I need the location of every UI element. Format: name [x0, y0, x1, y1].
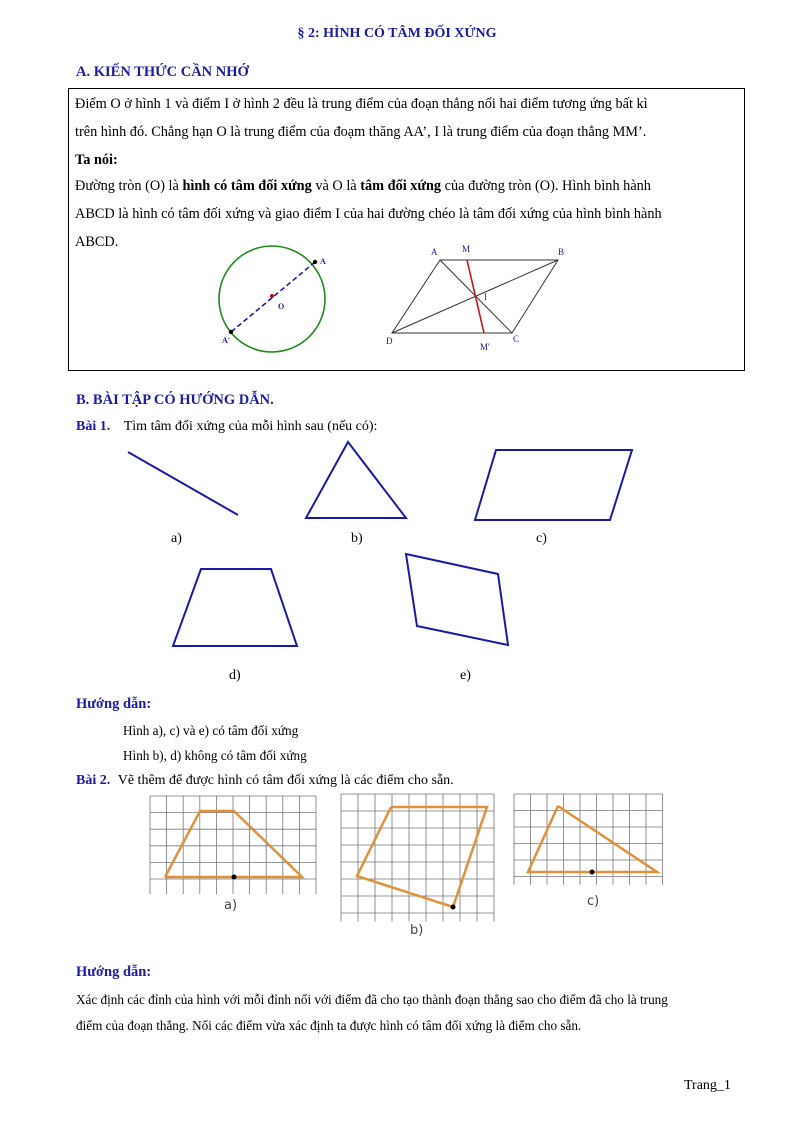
caption-a: a) [171, 531, 182, 546]
shape-a-segment [120, 440, 250, 525]
bai2-line [76, 773, 454, 789]
label-o: O [278, 302, 285, 311]
grid-a-shape [165, 811, 302, 877]
bai2-text: Vẽ thêm để được hình có tâm đối xứng là các điểm cho sẵn. [117, 773, 454, 788]
point-o [270, 294, 274, 298]
knowledge-line-5: ABCD. [75, 234, 119, 250]
point-a [313, 260, 317, 264]
caption-d: d) [229, 668, 241, 683]
grid-c [512, 792, 670, 892]
bai1-answer-2: Hình b), d) không có tâm đối xứng [123, 748, 307, 763]
bai2-label: Bài 2. [76, 773, 111, 788]
knowledge-line-1: Điểm O ở hình 1 và điểm I ở hình 2 đều là trung điểm của đoạn thẳng nối hai điểm tương ứng bất kì [75, 96, 648, 112]
bai1-text: Tìm tâm đối xứng của mỗi hình sau (nếu có): [123, 419, 378, 434]
knowledge-line-4: ABCD là hình có tâm đối xứng và giao điểm I của hai đường chéo là tâm đối xứng của hình bình hành [75, 206, 662, 222]
circle-figure [205, 238, 345, 358]
caption-e: e) [460, 668, 471, 683]
label-c: C [513, 334, 520, 344]
label-a: A [320, 257, 326, 266]
knowledge-line-3 [75, 172, 739, 200]
section-b-heading: B. BÀI TẬP CÓ HƯỚNG DẪN. [76, 392, 274, 408]
circle-o [219, 246, 325, 352]
shape-c-parallelogram [470, 444, 640, 524]
label-a: A [431, 247, 438, 257]
label-d: D [386, 336, 393, 346]
grid-caption-b: b) [410, 923, 424, 938]
point-a-prime [229, 330, 233, 334]
shape-b-triangle [300, 438, 415, 523]
caption-b: b) [351, 531, 363, 546]
grid-caption-c: c) [587, 894, 600, 909]
grid-caption-a: a) [224, 898, 238, 913]
caption-c: c) [536, 531, 547, 546]
line3-bold-b: hình có tâm đối xứng [182, 178, 312, 194]
segment-mm-prime [467, 260, 484, 333]
line3-bold-d: tâm đối xứng [360, 178, 442, 194]
bai1-line [76, 419, 377, 435]
bai1-huong-dan: Hướng dẫn: [76, 696, 152, 712]
label-m: M [462, 244, 471, 254]
line3-part-a: Đường tròn (O) là [75, 178, 183, 194]
page-title: § 2: HÌNH CÓ TÂM ĐỐI XỨNG [297, 26, 497, 41]
shape-d-trapezoid [165, 563, 305, 653]
bai2-answer-1: Xác định các đỉnh của hình với mỗi đỉnh nối với điểm đã cho tạo thành đoạn thẳng sao cho điểm đã cho là trung [76, 992, 668, 1007]
grid-a-center-point [232, 875, 237, 880]
label-a-prime: A' [222, 336, 230, 345]
bai1-label: Bài 1. [76, 419, 111, 434]
knowledge-line-2: trên hình đó. Chẳng hạn O là trung điểm của đoạm thăng AA’, I là trung điểm của đoạn thẳng MM’. [75, 124, 647, 140]
label-m-prime: M' [480, 342, 490, 352]
bai1-answer-1: Hình a), c) và e) có tâm đối xứng [123, 723, 299, 738]
label-b: B [558, 247, 565, 257]
line3-part-e: của đường tròn (O). Hình bình hành [441, 178, 651, 194]
bai2-huong-dan: Hướng dẫn: [76, 964, 152, 980]
grid-a [148, 794, 320, 894]
grid-b [339, 792, 503, 922]
shape-e-quadrilateral [398, 548, 510, 652]
grid-c-center-point [590, 870, 595, 875]
grid-b-center-point [451, 905, 456, 910]
label-i: I [484, 292, 487, 302]
page-number: Trang_1 [684, 1078, 731, 1093]
section-a-heading: A. KIẾN THỨC CẦN NHỚ [76, 64, 249, 80]
line3-part-c: và O là [311, 178, 361, 194]
parallelogram-figure [380, 240, 580, 358]
bai2-answer-2: điểm của đoạn thẳng. Nối các điểm vừa xác định ta được hình có tâm đối xứng là điểm cho sẵn. [76, 1018, 582, 1033]
grid-b-shape [357, 807, 487, 907]
ta-noi-label: Ta nói: [75, 152, 118, 168]
